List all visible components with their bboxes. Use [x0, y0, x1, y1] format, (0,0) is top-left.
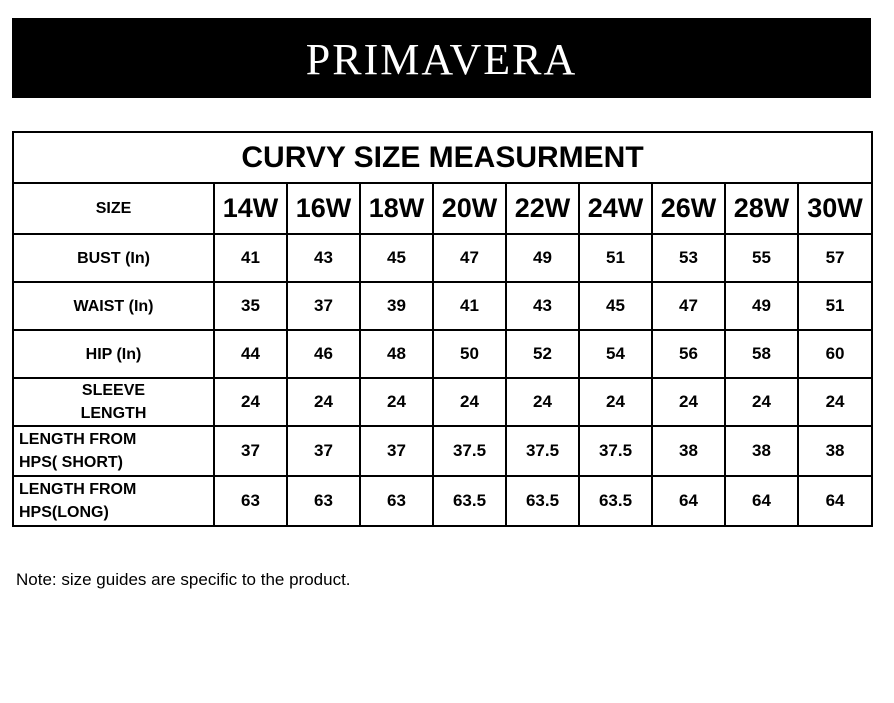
- table-row: [13, 282, 872, 330]
- size-header: 28W: [725, 183, 798, 234]
- row-label-line: HPS( SHORT): [19, 454, 123, 471]
- measurement-cell: 46: [287, 330, 360, 378]
- row-label-line: HPS(LONG): [19, 504, 109, 521]
- measurement-cell: 44: [214, 330, 287, 378]
- measurement-cell: 50: [433, 330, 506, 378]
- table-row: [13, 234, 872, 282]
- measurement-cell: 64: [725, 476, 798, 526]
- measurement-cell: 60: [798, 330, 872, 378]
- measurement-cell: 41: [433, 282, 506, 330]
- measurement-cell: 45: [360, 234, 433, 282]
- measurement-cell: 49: [725, 282, 798, 330]
- measurement-cell: 37.5: [579, 426, 652, 476]
- measurement-cell: 24: [214, 378, 287, 426]
- brand-logo: PRIMAVERA: [305, 34, 578, 84]
- measurement-cell: 53: [652, 234, 725, 282]
- measurement-cell: 52: [506, 330, 579, 378]
- row-label-line: LENGTH FROM: [19, 481, 137, 498]
- measurement-cell: 55: [725, 234, 798, 282]
- size-chart-table: [12, 131, 873, 527]
- size-header: 20W: [433, 183, 506, 234]
- measurement-cell: 64: [652, 476, 725, 526]
- size-guide-note: Note: size guides are specific to the product.: [16, 570, 351, 589]
- row-label: [13, 330, 214, 378]
- row-label-line: BUST (In): [77, 249, 150, 267]
- row-label: [13, 476, 214, 526]
- row-label-line: LENGTH FROM: [19, 431, 137, 448]
- measurement-cell: 35: [214, 282, 287, 330]
- measurement-cell: 24: [287, 378, 360, 426]
- table-row: [13, 426, 872, 476]
- measurement-cell: 47: [433, 234, 506, 282]
- table-row: [13, 476, 872, 526]
- row-label: [13, 282, 214, 330]
- measurement-cell: 51: [798, 282, 872, 330]
- row-label-line: SLEEVE: [81, 382, 146, 399]
- measurement-cell: 24: [725, 378, 798, 426]
- measurement-cell: 63: [287, 476, 360, 526]
- brand-banner: [12, 18, 871, 98]
- measurement-cell: 63.5: [506, 476, 579, 526]
- measurement-cell: 63.5: [433, 476, 506, 526]
- table-title: CURVY SIZE MEASURMENT: [13, 132, 872, 183]
- measurement-cell: 24: [798, 378, 872, 426]
- measurement-cell: 39: [360, 282, 433, 330]
- measurement-cell: 63: [214, 476, 287, 526]
- measurement-cell: 63: [360, 476, 433, 526]
- measurement-cell: 63.5: [579, 476, 652, 526]
- measurement-cell: 38: [725, 426, 798, 476]
- measurement-cell: 58: [725, 330, 798, 378]
- measurement-cell: 54: [579, 330, 652, 378]
- measurement-cell: 24: [506, 378, 579, 426]
- measurement-cell: 37.5: [506, 426, 579, 476]
- measurement-cell: 24: [433, 378, 506, 426]
- measurement-cell: 37.5: [433, 426, 506, 476]
- measurement-cell: 49: [506, 234, 579, 282]
- size-header-row: [13, 183, 872, 234]
- measurement-cell: 43: [506, 282, 579, 330]
- measurement-cell: 43: [287, 234, 360, 282]
- size-header: 18W: [360, 183, 433, 234]
- size-header: 14W: [214, 183, 287, 234]
- measurement-cell: 41: [214, 234, 287, 282]
- row-label-line: HIP (In): [85, 345, 142, 363]
- measurement-cell: 48: [360, 330, 433, 378]
- size-header: 22W: [506, 183, 579, 234]
- measurement-cell: 57: [798, 234, 872, 282]
- measurement-cell: 64: [798, 476, 872, 526]
- size-header: 26W: [652, 183, 725, 234]
- row-label: [13, 426, 214, 476]
- row-label-line: LENGTH: [80, 405, 147, 422]
- measurement-cell: 37: [287, 426, 360, 476]
- measurement-cell: 38: [652, 426, 725, 476]
- measurement-cell: 38: [798, 426, 872, 476]
- size-header: 16W: [287, 183, 360, 234]
- measurement-rows: [13, 234, 872, 526]
- size-header-label: SIZE: [13, 183, 214, 234]
- measurement-cell: 51: [579, 234, 652, 282]
- measurement-cell: 24: [652, 378, 725, 426]
- row-label: [13, 234, 214, 282]
- row-label: [13, 378, 214, 426]
- measurement-cell: 47: [652, 282, 725, 330]
- measurement-cell: 45: [579, 282, 652, 330]
- table-row: [13, 330, 872, 378]
- size-header: 24W: [579, 183, 652, 234]
- measurement-cell: 56: [652, 330, 725, 378]
- measurement-cell: 24: [579, 378, 652, 426]
- table-row: [13, 378, 872, 426]
- measurement-cell: 37: [360, 426, 433, 476]
- row-label-line: WAIST (In): [73, 297, 154, 315]
- measurement-cell: 37: [214, 426, 287, 476]
- measurement-cell: 24: [360, 378, 433, 426]
- measurement-cell: 37: [287, 282, 360, 330]
- size-header: 30W: [798, 183, 872, 234]
